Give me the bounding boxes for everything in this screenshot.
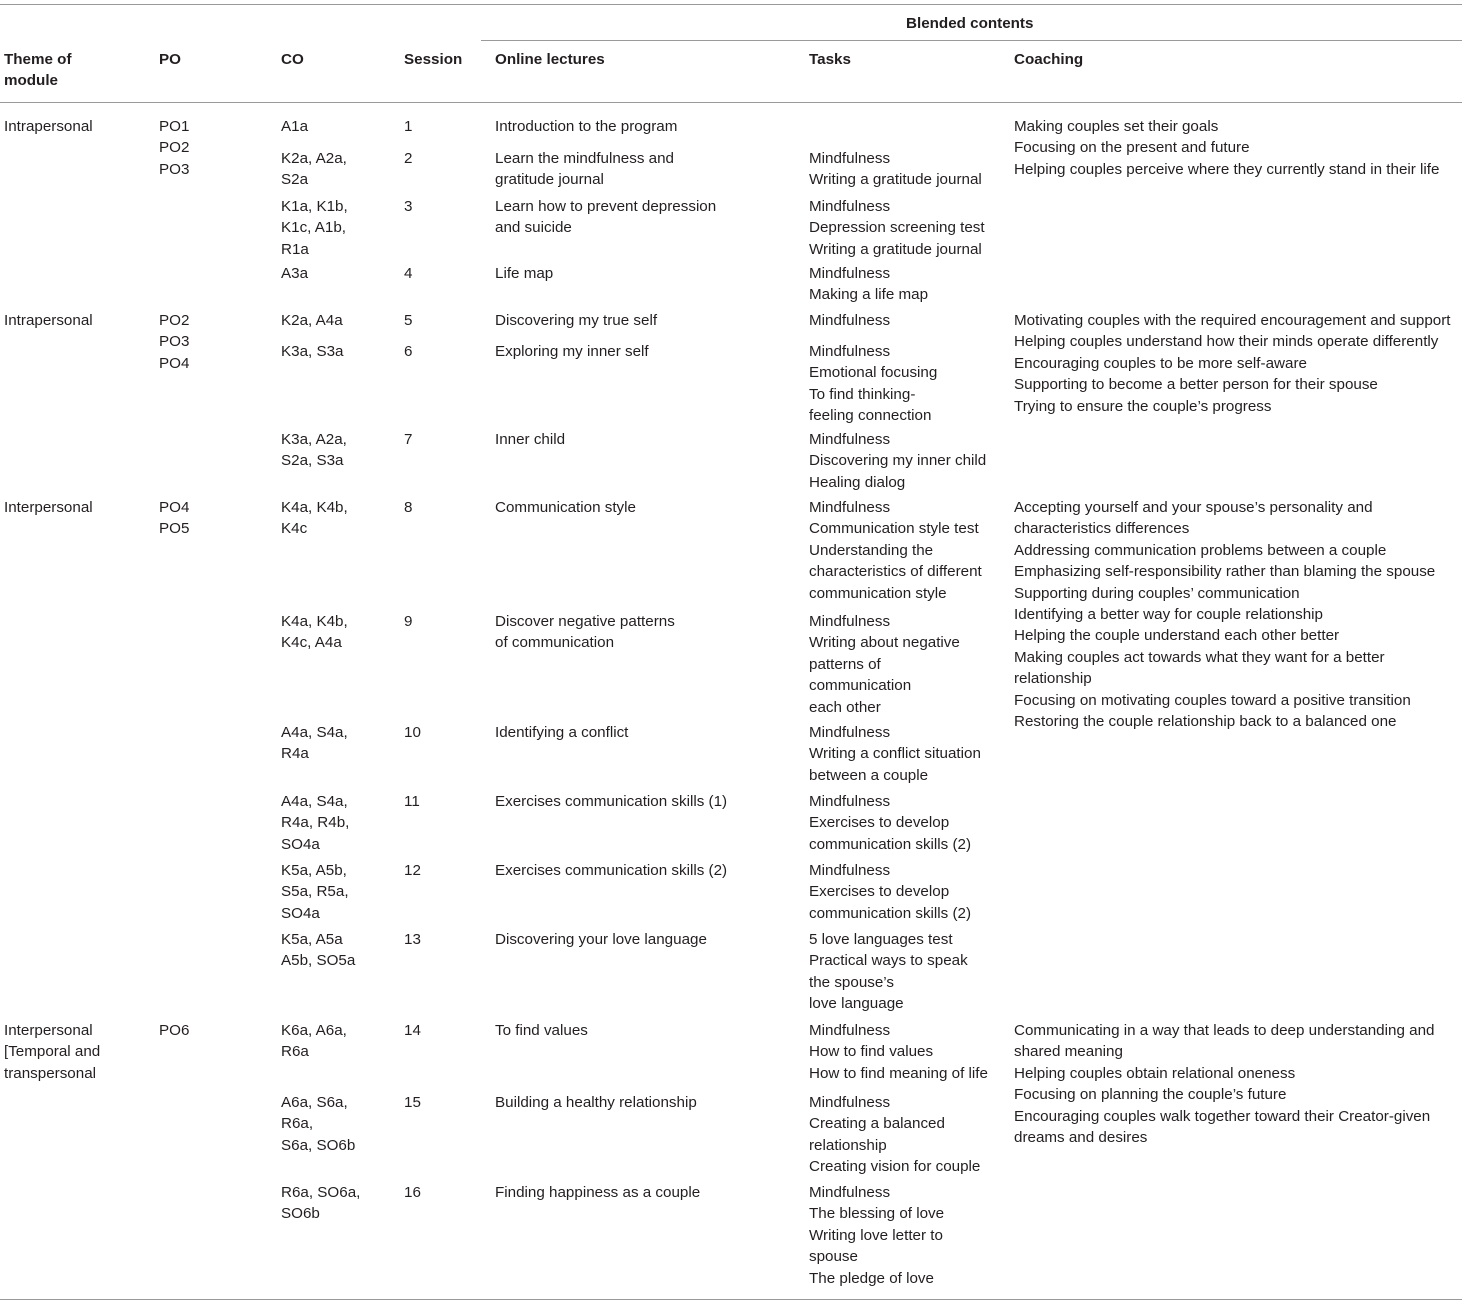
co-cell-line: K2a, A4a [281,312,343,329]
header-rule [0,102,1462,103]
tasks-cell-line: Mindfulness [809,1094,891,1111]
co-cell-line: K4a, K4b, [281,499,348,516]
lecture-cell-line: Inner child [495,431,566,448]
co-cell-line: R4a, R4b, [281,814,350,832]
session-cell-line: 12 [404,862,421,879]
tasks-cell-line: Mindfulness [809,265,891,282]
theme-cell-line: transpersonal [4,1064,97,1082]
tasks-cell-line: communication style [809,584,947,602]
column-header-lecture-line: Online lectures [495,51,605,68]
column-header-tasks-line: Tasks [809,51,851,68]
tasks-cell-line: Practical ways to speak [809,952,968,970]
tasks-cell-line: Healing dialog [809,473,906,491]
coaching-cell-line: Identifying a better way for couple relationship [1014,606,1323,623]
coaching-cell-line: Focusing on planning the couple’s future [1014,1086,1287,1104]
coaching-cell-line: Supporting to become a better person for their spouse [1014,376,1378,394]
coaching-cell-line: Emphasizing self-responsibility rather than blaming the spouse [1014,563,1436,581]
tasks-cell-line: Writing a gratitude journal [809,240,982,258]
tasks-cell-line: Exercises to develop [809,883,950,901]
co-cell-line: A3a [281,265,309,282]
coaching-cell-line: dreams and desires [1014,1129,1148,1146]
column-header-co-line: CO [281,51,304,68]
co-cell-line: S5a, R5a, [281,883,349,901]
tasks-cell-line: The pledge of love [809,1269,934,1287]
coaching-cell-line: Helping couples understand how their minds operate differently [1014,333,1439,351]
lecture-cell-line: To find values [495,1022,588,1039]
tasks-cell-line: How to find values [809,1043,934,1061]
tasks-cell-line: Writing love letter to [809,1226,943,1244]
co-cell-line: R6a, [281,1115,314,1133]
session-cell-line: 4 [404,265,413,282]
coaching-cell-line: Making couples act towards what they want for a better [1014,648,1385,666]
lecture-cell-line: Exercises communication skills (1) [495,793,728,810]
lecture-cell-line: Learn how to prevent depression [495,198,717,215]
co-cell-line: R6a [281,1043,309,1061]
column-header-session-line: Session [404,51,463,68]
lecture-cell-line: Communication style [495,499,636,516]
top-rule [0,4,1462,5]
co-cell-line: K4c, A4a [281,634,342,652]
coaching-cell-line: Trying to ensure the couple’s progress [1014,397,1272,415]
lecture-cell-line: Finding happiness as a couple [495,1184,701,1201]
tasks-cell-line: Emotional focusing [809,364,938,382]
column-header-po-line: PO [159,51,181,68]
blended-contents-header: Blended contents [906,15,1034,32]
coaching-cell-line: Addressing communication problems between a couple [1014,541,1387,559]
column-header-coaching-line: Coaching [1014,51,1084,68]
tasks-cell-line: love language [809,995,904,1013]
session-cell-line: 10 [404,724,421,741]
tasks-cell-line: between a couple [809,766,929,784]
co-cell-line: R1a [281,240,309,258]
co-cell-line: A6a, S6a, [281,1094,348,1111]
po-cell-line: PO4 [159,499,190,516]
co-cell-line: K2a, A2a, [281,150,347,167]
co-cell-line: R4a [281,745,309,763]
coaching-cell-line: Helping couples perceive where they currently stand in their life [1014,160,1440,178]
theme-cell-line: Intrapersonal [4,118,93,135]
session-cell-line: 7 [404,431,413,448]
tasks-cell-line: Mindfulness [809,862,891,879]
tasks-cell-line: spouse [809,1248,858,1266]
co-cell-line: A4a, S4a, [281,793,348,810]
co-cell-line: A4a, S4a, [281,724,348,741]
co-cell-line: SO4a [281,835,320,853]
coaching-cell-line: Supporting during couples’ communication [1014,584,1300,602]
session-cell-line: 11 [404,793,420,810]
coaching-cell-line: Focusing on the present and future [1014,139,1250,157]
tasks-cell-line: Mindfulness [809,198,891,215]
co-cell-line: SO4a [281,904,320,922]
tasks-cell-line: Exercises to develop [809,814,950,832]
coaching-cell-line: Motivating couples with the required encouragement and support [1014,312,1451,329]
tasks-cell-line: Creating a balanced [809,1115,945,1133]
po-cell-line: PO3 [159,160,190,178]
tasks-cell-line: The blessing of love [809,1205,945,1223]
tasks-cell-line: Mindfulness [809,613,891,630]
lecture-cell-line: Learn the mindfulness and [495,150,674,167]
session-cell-line: 16 [404,1184,421,1201]
tasks-cell-line: 5 love languages test [809,931,953,948]
co-cell-line: S6a, SO6b [281,1136,356,1154]
tasks-cell-line: Discovering my inner child [809,452,987,470]
tasks-cell-line: Mindfulness [809,1184,891,1201]
tasks-cell-line: Communication style test [809,520,979,538]
session-cell-line: 15 [404,1094,421,1111]
co-cell-line: K1a, K1b, [281,198,348,215]
tasks-cell-line: Creating vision for couple [809,1158,981,1176]
coaching-cell-line: Helping the couple understand each other better [1014,627,1340,645]
co-cell-line: K3a, A2a, [281,431,347,448]
co-cell-line: K1c, A1b, [281,219,347,237]
tasks-cell-line: To find thinking- [809,385,916,403]
co-cell-line: K4c [281,520,308,538]
co-cell-line: K6a, A6a, [281,1022,347,1039]
theme-cell-line: Interpersonal [4,499,93,516]
session-cell-line: 2 [404,150,413,167]
session-cell-line: 8 [404,499,413,516]
tasks-cell-line: communication skills (2) [809,835,972,853]
tasks-cell-line: characteristics of different [809,563,982,581]
po-cell-line: PO4 [159,354,190,372]
co-cell-line: A5b, SO5a [281,952,356,970]
tasks-cell-line: Making a life map [809,286,929,304]
lecture-cell-line: Discovering your love language [495,931,707,948]
tasks-cell-line: feeling connection [809,407,932,425]
lecture-cell-line: gratitude journal [495,171,604,189]
blended-contents-rule [481,40,1462,41]
lecture-cell-line: Introduction to the program [495,118,678,135]
lecture-cell-line: Life map [495,265,554,282]
tasks-cell-line: Mindfulness [809,312,891,329]
tasks-cell-line: patterns of [809,655,881,673]
coaching-cell-line: Making couples set their goals [1014,118,1219,135]
theme-cell-line: Intrapersonal [4,312,93,329]
po-cell-line: PO2 [159,312,190,329]
tasks-cell-line: relationship [809,1136,887,1154]
session-cell-line: 5 [404,312,413,329]
coaching-cell-line: characteristics differences [1014,520,1190,538]
po-cell-line: PO6 [159,1022,190,1039]
co-cell-line: R6a, SO6a, [281,1184,361,1201]
coaching-cell-line: Encouraging couples walk together toward their Creator-given [1014,1107,1431,1125]
coaching-cell-line: shared meaning [1014,1043,1123,1061]
theme-cell-line: Interpersonal [4,1022,93,1039]
lecture-cell-line: and suicide [495,219,572,237]
coaching-cell-line: Restoring the couple relationship back to a balanced one [1014,713,1397,730]
column-header-theme-line: module [4,72,59,90]
po-cell-line: PO1 [159,118,190,135]
lecture-cell-line: Building a healthy relationship [495,1094,697,1111]
session-cell-line: 13 [404,931,421,948]
lecture-cell-line: Identifying a conflict [495,724,629,741]
coaching-cell-line: relationship [1014,670,1092,688]
tasks-cell-line: How to find meaning of life [809,1064,988,1082]
tasks-cell-line: Mindfulness [809,1022,891,1039]
tasks-cell-line: Mindfulness [809,499,891,516]
bottom-rule [0,1299,1462,1300]
tasks-cell-line: the spouse’s [809,973,894,991]
tasks-cell-line: Mindfulness [809,724,891,741]
co-cell-line: A1a [281,118,309,135]
co-cell-line: K3a, S3a [281,343,344,360]
tasks-cell-line: communication [809,677,912,695]
coaching-cell-line: Helping couples obtain relational oneness [1014,1064,1296,1082]
po-cell-line: PO2 [159,139,190,157]
tasks-cell-line: Mindfulness [809,431,891,448]
co-cell-line: S2a [281,171,309,189]
column-header-theme-line: Theme of [4,51,72,68]
co-cell-line: K5a, A5a [281,931,343,948]
tasks-cell-line: Writing about negative [809,634,960,652]
session-cell-line: 3 [404,198,413,215]
tasks-cell-line: Mindfulness [809,343,891,360]
session-cell-line: 9 [404,613,413,630]
tasks-cell-line: Writing a conflict situation [809,745,981,763]
co-cell-line: K4a, K4b, [281,613,348,630]
tasks-cell-line: Mindfulness [809,793,891,810]
tasks-cell-line: Mindfulness [809,150,891,167]
lecture-cell-line: Discover negative patterns [495,613,675,630]
po-cell-line: PO5 [159,520,190,538]
theme-cell-line: [Temporal and [4,1043,101,1061]
lecture-cell-line: of communication [495,634,615,652]
tasks-cell-line: Understanding the [809,541,934,559]
session-cell-line: 1 [404,118,413,135]
tasks-cell-line: Writing a gratitude journal [809,171,982,189]
coaching-cell-line: Focusing on motivating couples toward a positive transition [1014,691,1411,709]
co-cell-line: S2a, S3a [281,452,344,470]
tasks-cell-line: communication skills (2) [809,904,972,922]
lecture-cell-line: Discovering my true self [495,312,658,329]
session-cell-line: 14 [404,1022,421,1039]
co-cell-line: SO6b [281,1205,320,1223]
lecture-cell-line: Exploring my inner self [495,343,649,360]
coaching-cell-line: Accepting yourself and your spouse’s personality and [1014,499,1373,516]
tasks-cell-line: Depression screening test [809,219,985,237]
session-cell-line: 6 [404,343,413,360]
coaching-cell-line: Encouraging couples to be more self-aware [1014,354,1307,372]
lecture-cell-line: Exercises communication skills (2) [495,862,728,879]
tasks-cell-line: each other [809,698,881,716]
coaching-cell-line: Communicating in a way that leads to deep understanding and [1014,1022,1435,1039]
po-cell-line: PO3 [159,333,190,351]
co-cell-line: K5a, A5b, [281,862,347,879]
